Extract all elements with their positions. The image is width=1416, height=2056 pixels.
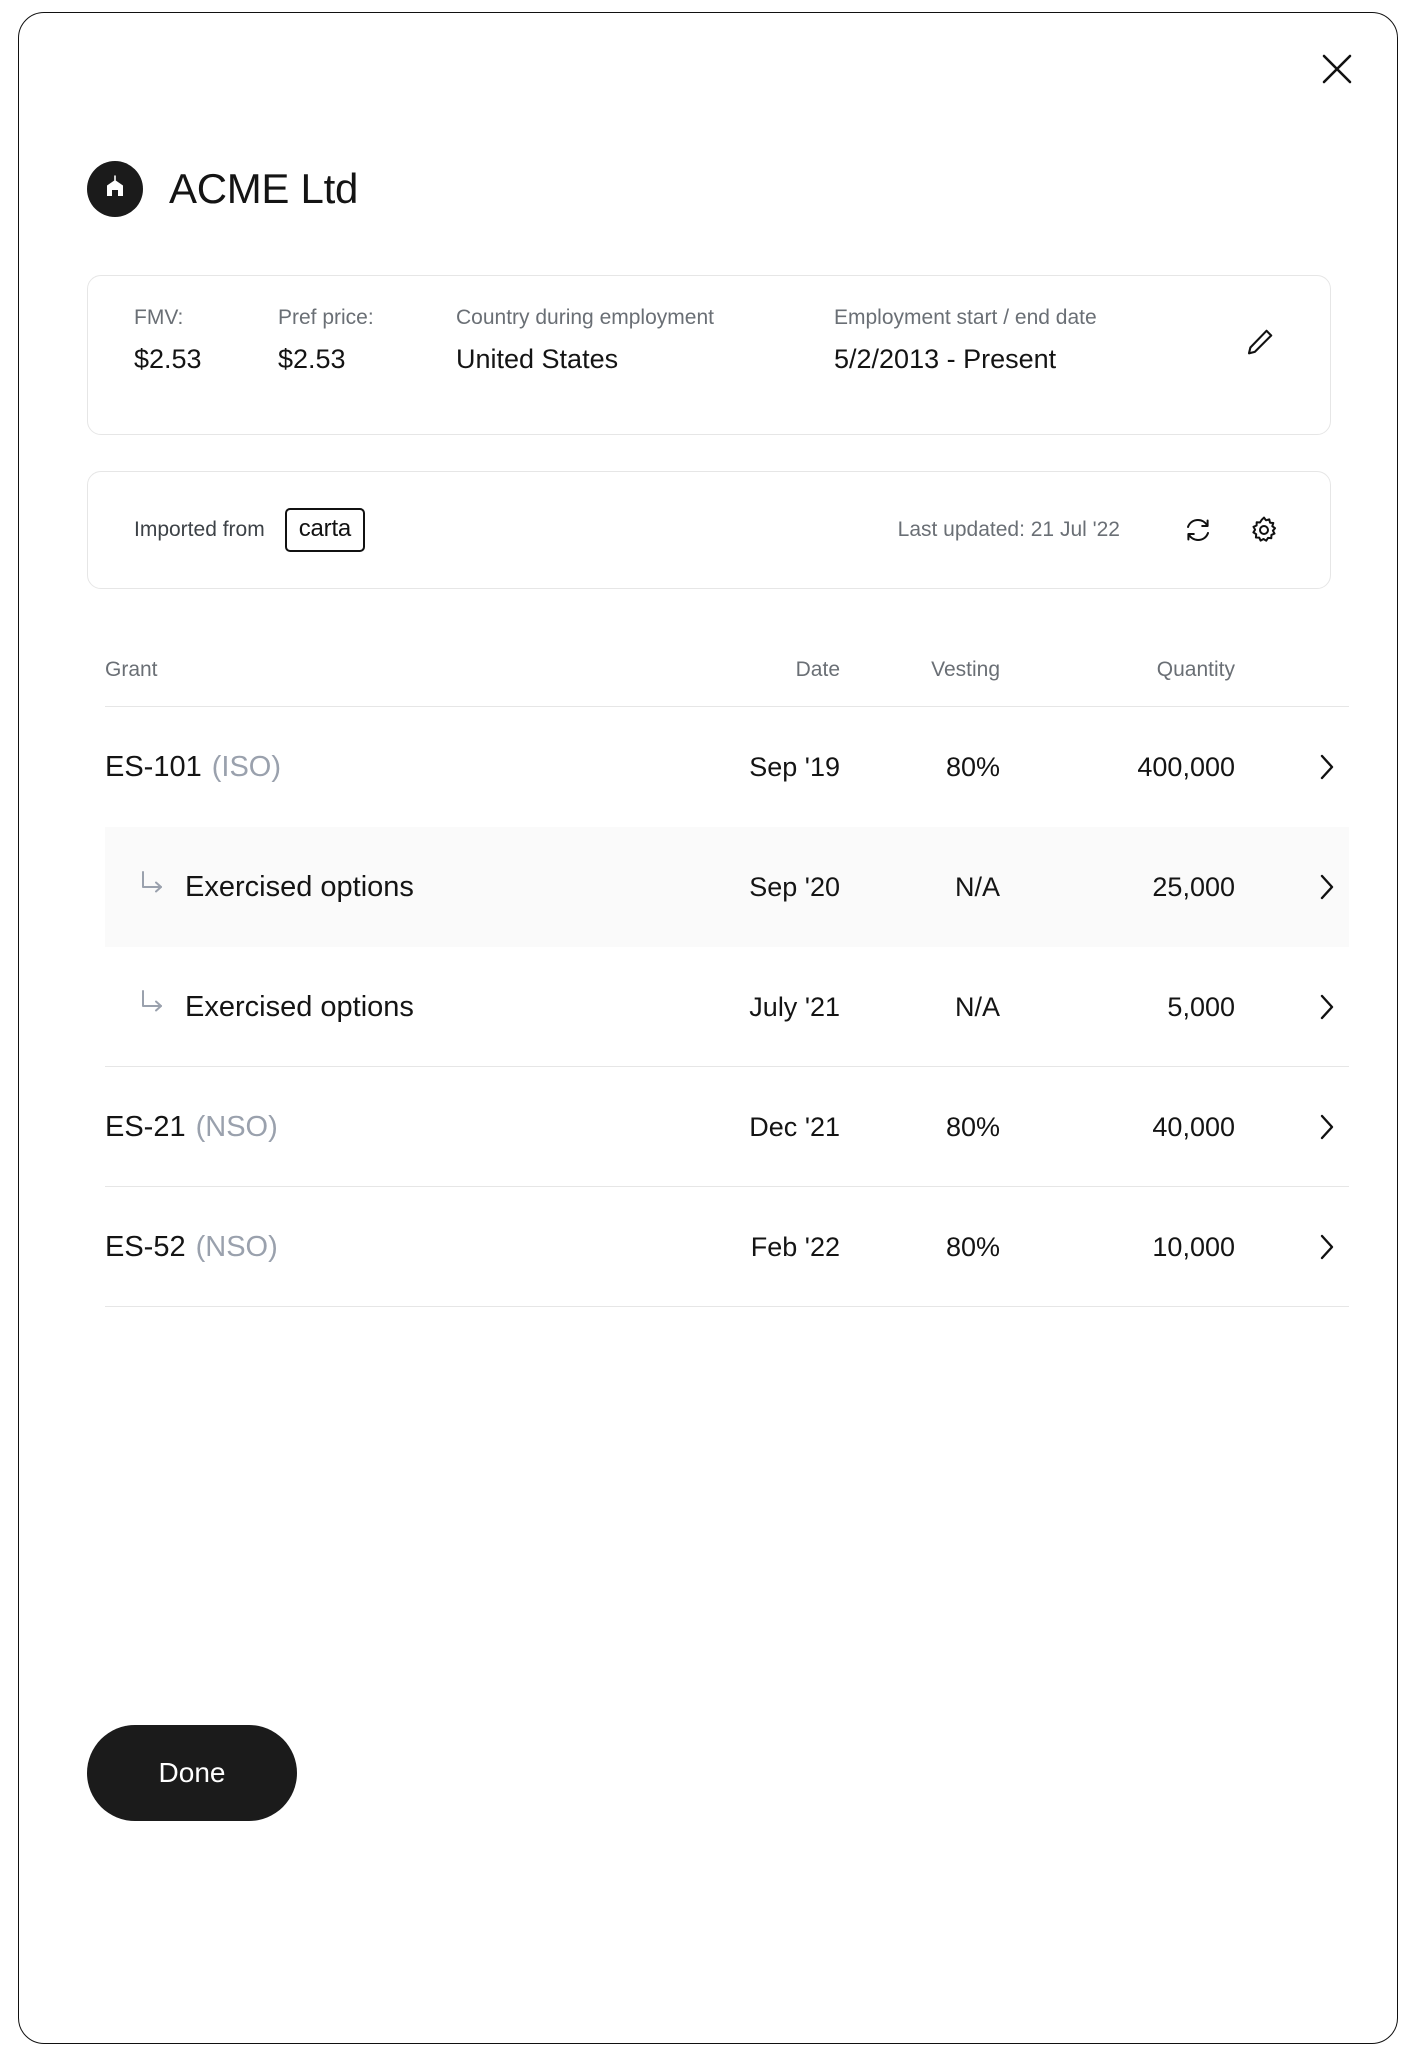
last-updated-text: Last updated: 21 Jul '22 — [897, 518, 1120, 541]
grant-cell — [105, 750, 660, 784]
grant-cell — [105, 1110, 660, 1144]
grant-name: Exercised options — [185, 990, 414, 1023]
column-header-date: Date — [795, 657, 840, 681]
grant-cell — [105, 867, 660, 908]
table-row[interactable] — [105, 827, 1349, 947]
grant-quantity: 5,000 — [1167, 991, 1235, 1022]
sync-icon[interactable] — [1176, 508, 1220, 552]
subrow-arrow-icon — [137, 986, 177, 1027]
employment-dates-value: 5/2/2013 - Present — [834, 344, 1057, 374]
employment-info-panel — [87, 275, 1331, 435]
subrow-arrow-icon — [137, 867, 177, 908]
chevron-right-icon[interactable] — [1235, 991, 1345, 1023]
pref-price-label: Pref price: — [278, 306, 374, 329]
grant-date: Sep '20 — [749, 872, 840, 902]
chevron-right-icon[interactable] — [1235, 751, 1345, 783]
fmv-value: $2.53 — [134, 344, 202, 374]
table-row[interactable] — [105, 947, 1349, 1067]
grant-vesting: N/A — [954, 872, 1000, 902]
gear-icon[interactable] — [1242, 508, 1286, 552]
grant-type: (NSO) — [195, 1230, 278, 1263]
country-label: Country during employment — [456, 306, 714, 329]
grant-type: (ISO) — [211, 751, 282, 783]
employment-dates-field — [834, 306, 1164, 375]
grant-name: ES-21 — [105, 1110, 186, 1143]
table-header-row — [105, 633, 1349, 707]
grant-date: Sep '19 — [749, 752, 840, 782]
grants-table — [105, 633, 1349, 1307]
grant-name: ES-52 — [105, 1230, 186, 1263]
import-source-panel — [87, 471, 1331, 589]
table-row[interactable] — [105, 707, 1349, 827]
company-header — [87, 161, 358, 217]
fmv-field — [134, 306, 278, 375]
grant-quantity: 400,000 — [1137, 752, 1235, 782]
country-field — [456, 306, 834, 375]
table-row[interactable] — [105, 1067, 1349, 1187]
grant-details-modal — [18, 12, 1398, 2044]
grant-vesting: 80% — [945, 752, 1000, 782]
grant-quantity: 40,000 — [1152, 1111, 1235, 1142]
grant-vesting: 80% — [945, 1111, 1000, 1142]
grant-name: Exercised options — [185, 871, 414, 903]
imported-from-label: Imported from — [134, 518, 265, 541]
pref-price-field — [278, 306, 456, 375]
grant-quantity: 25,000 — [1152, 872, 1235, 902]
grant-date: July '21 — [749, 991, 840, 1022]
chevron-right-icon[interactable] — [1235, 1111, 1345, 1143]
grant-type: (NSO) — [195, 1110, 278, 1143]
grant-vesting: N/A — [954, 991, 1000, 1022]
grant-cell — [105, 1230, 660, 1264]
carta-logo: carta — [285, 508, 365, 552]
chevron-right-icon[interactable] — [1235, 871, 1345, 903]
done-button[interactable]: Done — [87, 1725, 297, 1821]
grant-vesting: 80% — [945, 1231, 1000, 1262]
chevron-right-icon[interactable] — [1235, 1231, 1345, 1263]
employment-dates-label: Employment start / end date — [834, 306, 1097, 329]
table-row[interactable] — [105, 1187, 1349, 1307]
grant-date: Dec '21 — [749, 1111, 840, 1142]
pencil-icon[interactable] — [1238, 320, 1282, 364]
column-header-vesting: Vesting — [931, 657, 1000, 681]
column-header-grant: Grant — [105, 657, 158, 681]
grant-name: ES-101 — [105, 751, 202, 783]
company-avatar-icon — [87, 161, 143, 217]
grant-cell — [105, 986, 660, 1027]
fmv-label: FMV: — [134, 306, 184, 329]
column-header-quantity: Quantity — [1156, 657, 1235, 681]
country-value: United States — [456, 344, 619, 374]
page-title: ACME Ltd — [169, 165, 358, 212]
grant-date: Feb '22 — [750, 1231, 840, 1262]
close-icon[interactable] — [1313, 45, 1361, 93]
grant-quantity: 10,000 — [1152, 1231, 1235, 1262]
pref-price-value: $2.53 — [278, 344, 346, 374]
